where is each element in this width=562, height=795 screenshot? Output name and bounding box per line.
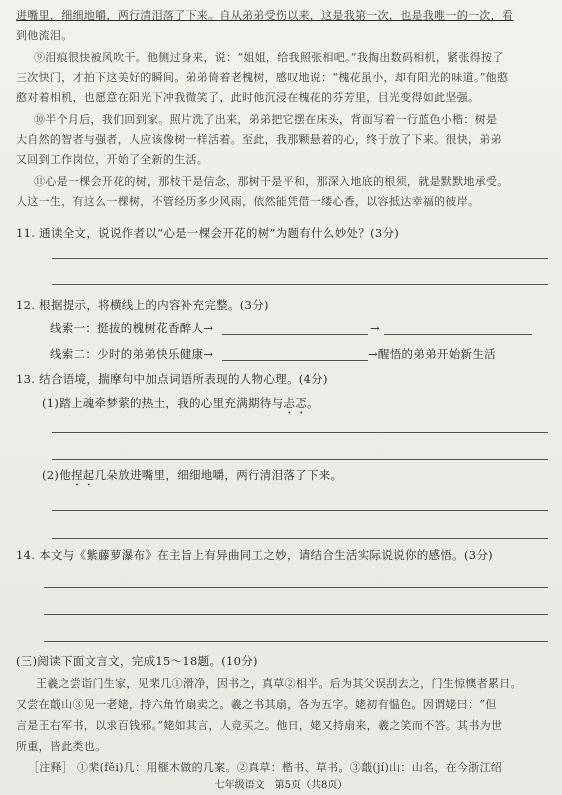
question-12: 12. 根据提示，将横线上的内容补充完整。(3分)	[16, 298, 269, 312]
clue-1-arrow: →	[370, 321, 380, 335]
answer-line[interactable]	[52, 459, 548, 460]
passage-line	[16, 6, 548, 25]
question-13: 13. 结合语境，揣摩句中加点词语所表现的人物心理。(4分)	[16, 372, 328, 386]
classical-text-line: 王羲之尝诣门生家，见棐几①滑净，因书之，真草②相半。后为其父误刮去之，门生惊懊者累日。	[36, 677, 522, 690]
passage-line: 大自然的智者与强者，人应该像树一样活着。至此，我那颗悬着的心，终于放了下来。很快，弟弟	[16, 133, 502, 146]
classical-text-line: 又尝在蕺山③见一老姥，持六角竹扇卖之。羲之书其扇，各为五字。姥初有愠色。因谓姥曰：“但	[16, 698, 497, 711]
passage-line: ⑨泪痕很快被风吹干。他侧过身来，说：“姐姐，给我照张相吧。”我掏出数码相机，紧张得按了	[34, 51, 504, 64]
answer-line[interactable]	[44, 614, 548, 615]
passage-line: 人这一生，有这么一棵树，不管经历多少风雨，依然能凭借一缕心香，以容抵达幸福的彼岸。	[16, 195, 480, 208]
clue-2-blank[interactable]	[222, 360, 368, 361]
answer-line[interactable]	[52, 510, 548, 511]
dotted-word: 捏起	[71, 468, 95, 482]
passage-line: 憨对着相机，也愿意在阳光下冲我微笑了，此时他沉浸在槐花的芬芳里，目光变得如此坚强。	[16, 91, 480, 104]
question-14: 14. 本文与《紫藤萝瀑布》在主旨上有异曲同工之妙，请结合生活实际说说你的感悟。(3分)	[16, 548, 493, 562]
clue-2-end: →醒悟的弟弟开始新生活	[368, 347, 496, 361]
answer-line[interactable]	[52, 538, 548, 539]
answer-line[interactable]	[44, 641, 548, 642]
answer-line[interactable]	[44, 587, 548, 588]
clue-1-blank-2[interactable]	[384, 334, 532, 335]
classical-text-line: 所重，皆此类也。	[16, 740, 107, 753]
section-3-heading: (三)阅读下面文言文，完成15～18题。(10分)	[16, 654, 258, 668]
passage-line: 到他流泪。	[16, 29, 73, 42]
answer-line[interactable]	[52, 432, 548, 433]
clue-1-label: 线索一：挺拔的槐树花香醉人→	[50, 321, 214, 335]
passage-line: 又回到工作岗位，开始了全新的生活。	[16, 153, 209, 166]
passage-line: 三次快门，才拍下这美好的瞬间。弟弟倚着老槐树，感叹地说：“槐花虽小，却有阳光的味道。”他憨	[16, 71, 509, 84]
answer-line[interactable]	[52, 258, 548, 259]
clue-2-label: 线索二：少时的弟弟快乐健康→	[50, 347, 214, 361]
classical-text-line: 言是王右军书，以求百钱邪。”姥如其言，人竞买之。他日，姥又持扇来，羲之笑而不答。其书为世	[16, 719, 503, 732]
clue-1-blank-1[interactable]	[222, 334, 368, 335]
page-footer: 七年级语文 第5页（共8页）	[214, 780, 348, 791]
annotation-note: ［注释］ ①棐(fěi)几：用榧木做的几案。②真草：楷书、草书。③蕺(jí)山：山名，在今浙江绍	[28, 761, 503, 774]
question-13-2: (2)他捏起几朵放进嘴里，细细地嚼，两行清泪落了下来。	[42, 468, 343, 482]
passage-line: ⑩半个月后，我们回到家。照片洗了出来，弟弟把它摆在床头，背面写着一行蓝色小楷：树是	[34, 113, 498, 126]
passage-line: ⑪心是一棵会开花的树，那枝干是信念，那树干是平和，那深入地底的根须，就是默默地承受。	[34, 175, 509, 188]
dotted-word: 忐忑	[283, 396, 307, 410]
question-13-1: (1)踏上魂牵梦萦的热土，我的心里充满期待与忐忑。	[42, 396, 319, 410]
answer-line[interactable]	[52, 284, 548, 285]
question-11: 11. 通读全文，说说作者以“心是一棵会开花的树”为题有什么妙处？(3分)	[16, 226, 400, 240]
underlined-text: 进嘴里，细细地嚼，两行清泪落了下来。自从弟弟受伤以来，这是我第一次，也是我唯一的一次，看	[16, 9, 514, 22]
